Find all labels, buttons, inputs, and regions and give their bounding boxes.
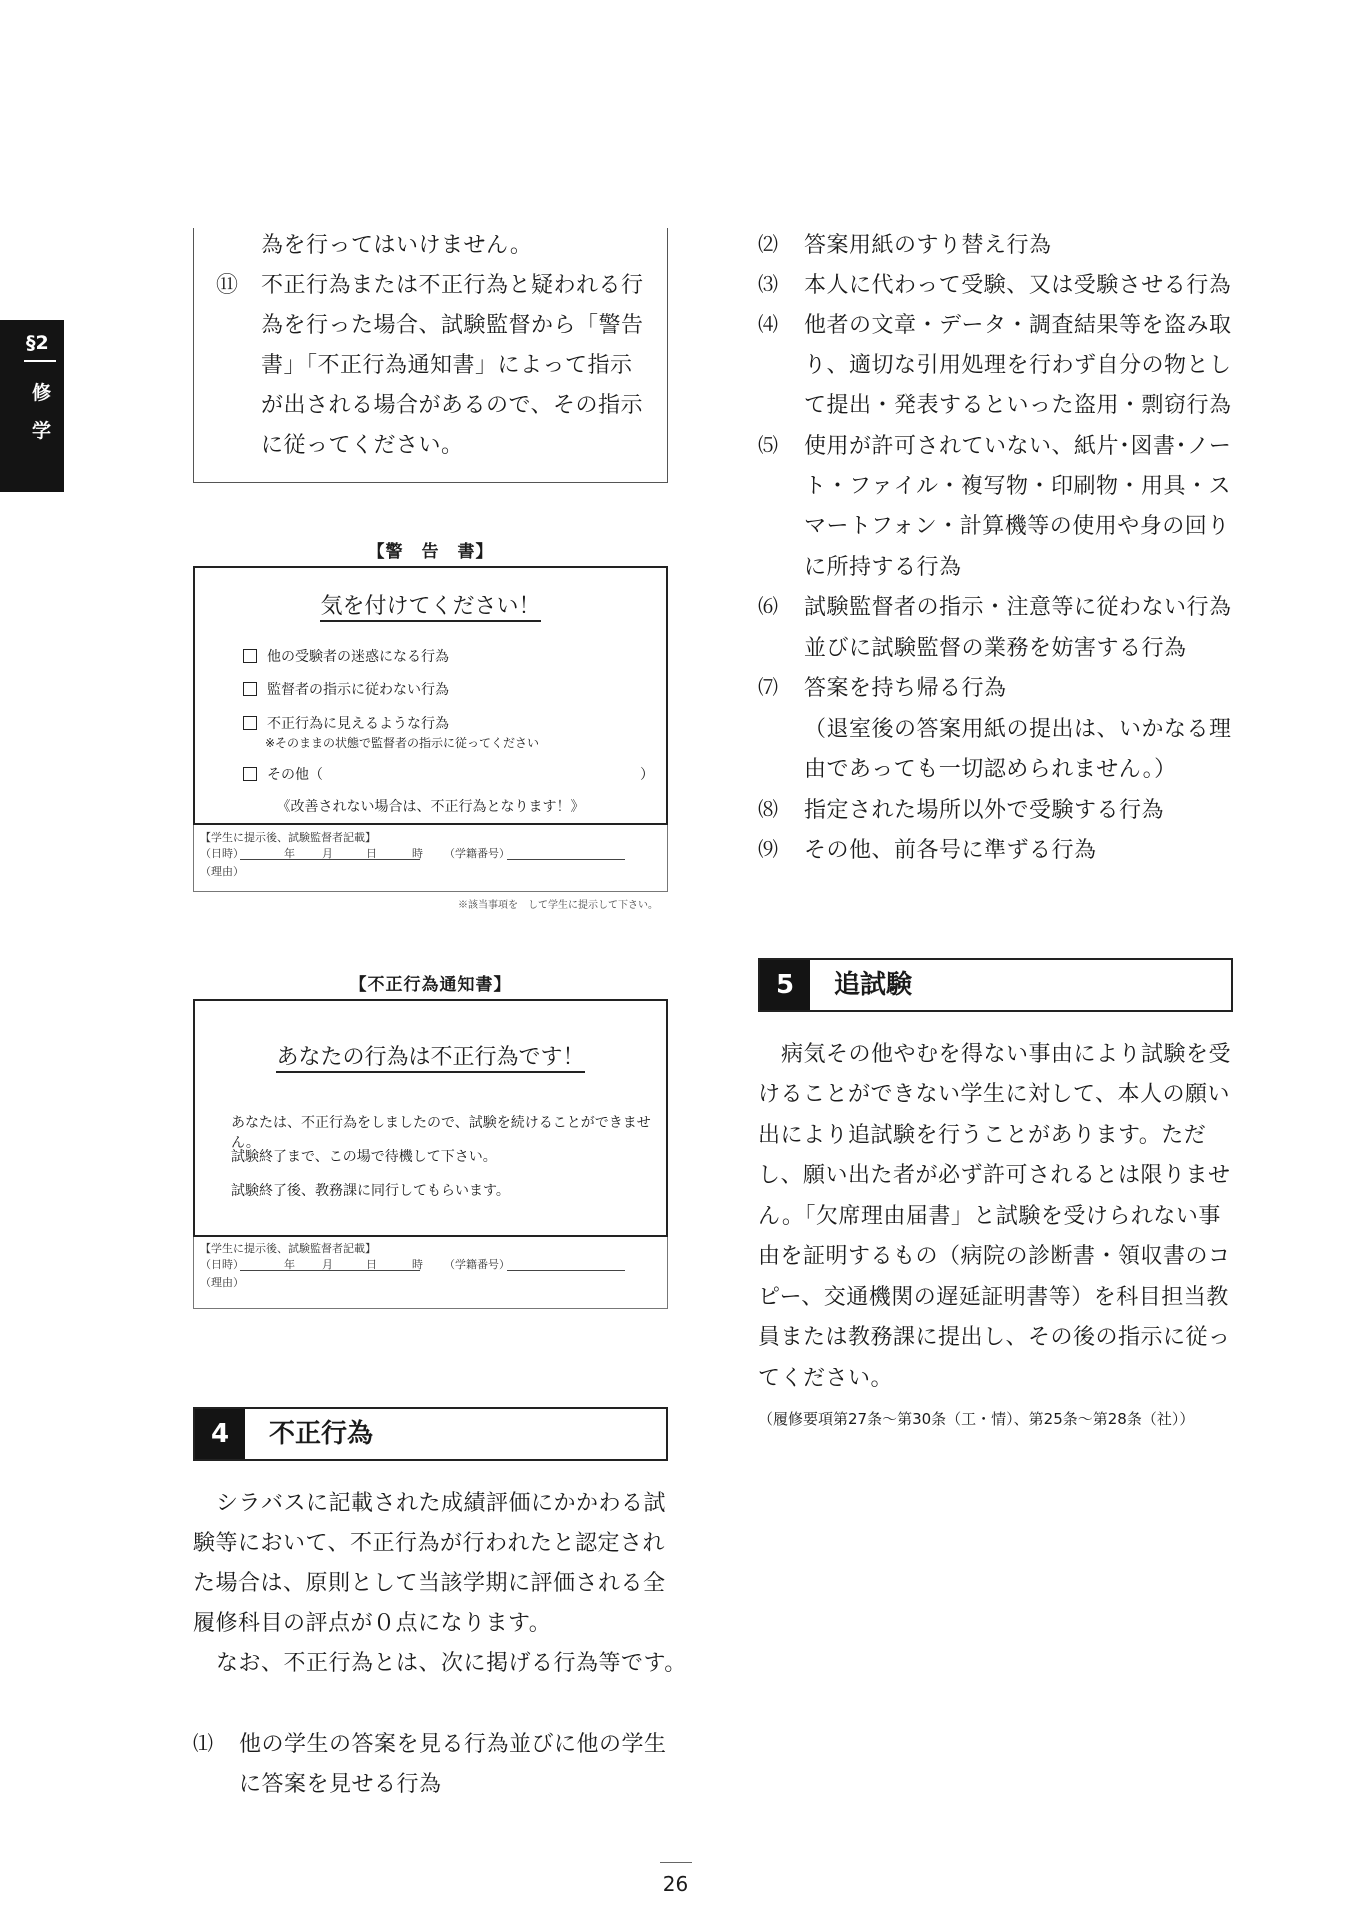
section-4-paragraph-line: なお、不正行為とは、次に掲げる行為等です。 — [216, 1651, 687, 1676]
item-line: その他、前各号に準ずる行為 — [804, 838, 1097, 863]
side-tab-divider — [24, 360, 56, 362]
checkbox-icon — [243, 716, 257, 730]
section-5-paragraph-line: ピー、交通機関の遅延証明書等）を科目担当教 — [758, 1285, 1229, 1310]
item-line: 並びに試験監督の業務を妨害する行為 — [804, 636, 1187, 661]
section-4-header — [193, 1407, 668, 1461]
record-year: 年 — [284, 847, 295, 860]
item-number: ⑹ — [758, 594, 778, 618]
box-line: が出される場合があるので、その指示 — [261, 393, 644, 418]
warning-check-close: ） — [640, 767, 654, 783]
record-student-no: （学籍番号） — [444, 1258, 510, 1271]
section-5-paragraph-line: けることができない学生に対して、本人の願い — [758, 1082, 1231, 1107]
warning-form-caption: 【警 告 書】 — [367, 542, 494, 562]
record-student-no-underline — [507, 859, 625, 860]
item-line: 由であっても一切認められません。） — [804, 757, 1177, 782]
section-4-title: 不正行為 — [269, 1419, 374, 1449]
item-line: 答案を持ち帰る行為 — [804, 676, 1007, 701]
section-4-number: 4 — [195, 1409, 245, 1459]
section-4-paragraph-line: 履修科目の評点が０点になります。 — [193, 1611, 552, 1636]
section-4-paragraph-line: た場合は、原則として当該学期に評価される全 — [193, 1571, 666, 1596]
record-date-label: （日時） — [200, 1258, 244, 1271]
section-4-paragraph-line: シラバスに記載された成績評価にかかわる試 — [216, 1491, 667, 1516]
item-line: に答案を見せる行為 — [239, 1772, 442, 1797]
checkbox-icon — [243, 682, 257, 696]
warning-title: 気を付けてください！ — [195, 589, 666, 620]
notice-line: 試験終了まで、この場で待機して下さい。 — [231, 1149, 497, 1165]
item-number: ⑴ — [193, 1731, 213, 1755]
item-line: 指定された場所以外で受験する行為 — [804, 798, 1165, 823]
box-line: 為を行った場合、試験監督から「警告 — [261, 313, 644, 338]
page-number: 26 — [662, 1872, 689, 1896]
box-line: 不正行為または不正行為と疑われる行 — [261, 273, 644, 298]
box-item-number: ⑪ — [216, 273, 239, 298]
warning-form-body — [193, 566, 668, 825]
record-reason: （理由） — [200, 1276, 244, 1289]
item-line: 他者の文章・データ・調査結果等を盗み取 — [804, 313, 1232, 338]
record-student-no: （学籍番号） — [444, 847, 510, 860]
section-5-title: 追試験 — [834, 970, 913, 1000]
notice-form — [193, 999, 668, 1309]
checkbox-icon — [243, 649, 257, 663]
warning-check-note: ※そのままの状態で監督者の指示に従ってください — [265, 736, 540, 750]
record-day: 日 — [366, 1258, 377, 1271]
item-number: ⑵ — [758, 232, 778, 256]
section-5-paragraph-line: ん。「欠席理由届書」と試験を受けられない事 — [758, 1204, 1221, 1229]
rules-box-continuation — [193, 228, 668, 483]
record-student-no-underline — [507, 1270, 625, 1271]
section-5-paragraph-line: 由を証明するもの（病院の診断書・領収書のコ — [758, 1244, 1231, 1269]
section-5-paragraph-line: 病気その他やむを得ない事由により試験を受 — [781, 1042, 1232, 1067]
section-side-tab — [0, 320, 64, 492]
record-day: 日 — [366, 847, 377, 860]
item-line: 試験監督者の指示・注意等に従わない行為 — [804, 595, 1232, 620]
box-line: 為を行ってはいけません。 — [261, 233, 533, 258]
section-5-paragraph-line: てください。 — [758, 1366, 894, 1391]
item-number: ⑻ — [758, 797, 778, 821]
section-5-number: 5 — [760, 960, 810, 1010]
box-line: 書」「不正行為通知書」によって指示 — [261, 353, 633, 378]
section-5-reference-note: （履修要項第27条～第30条（工・情）、第25条～第28条（社）） — [758, 1410, 1195, 1428]
record-year: 年 — [284, 1258, 295, 1271]
item-line: ト・ファイル・複写物・印刷物・用具・ス — [804, 474, 1232, 499]
box-line: に従ってください。 — [261, 433, 464, 458]
item-line: 他の学生の答案を見る行為並びに他の学生 — [239, 1732, 667, 1757]
warning-check-item: 他の受験者の迷惑になる行為 — [243, 646, 449, 666]
item-number: ⑺ — [758, 675, 778, 699]
notice-form-caption: 【不正行為通知書】 — [349, 975, 512, 995]
item-number: ⑸ — [758, 433, 778, 457]
notice-line: あなたは、不正行為をしましたので、試験を続けることができません。 — [231, 1115, 651, 1151]
notice-title: あなたの行為は不正行為です！ — [195, 1040, 666, 1071]
side-tab-char-1: 修 — [32, 382, 52, 404]
item-line: マートフォン・計算機等の使用や身の回り — [804, 514, 1230, 539]
item-line: に所持する行為 — [804, 555, 962, 580]
side-tab-section: §2 — [26, 332, 49, 354]
warning-check-item: その他（ — [243, 764, 323, 784]
record-hour: 時 — [412, 1258, 423, 1271]
item-number: ⑷ — [758, 312, 778, 336]
item-line: て提出・発表するといった盗用・剽窃行為 — [804, 393, 1232, 418]
item-line: （退室後の答案用紙の提出は、いかなる理 — [804, 717, 1232, 742]
warning-check-item: 不正行為に見えるような行為 — [243, 713, 449, 733]
checkbox-icon — [243, 767, 257, 781]
page-number-rule — [660, 1862, 692, 1863]
section-4-paragraph-line: 験等において、不正行為が行われたと認定され — [193, 1531, 666, 1556]
section-5-paragraph-line: 出により追試験を行うことがあります。ただ — [758, 1123, 1207, 1148]
record-reason: （理由） — [200, 865, 244, 878]
notice-line: 試験終了後、教務課に同行してもらいます。 — [231, 1183, 510, 1199]
record-head: 【学生に提示後、試験監督者記載】 — [200, 1242, 376, 1255]
section-5-header — [758, 958, 1233, 1012]
warning-form-footnote: ※該当事項を して学生に提示して下さい。 — [458, 900, 658, 911]
warning-check-item: 監督者の指示に従わない行為 — [243, 679, 449, 699]
item-line: り、適切な引用処理を行わず自分の物とし — [804, 353, 1232, 378]
warning-form — [193, 566, 668, 892]
record-hour: 時 — [412, 847, 423, 860]
warning-bottom-note: 《改善されない場合は、不正行為となります！》 — [276, 799, 585, 815]
item-line: 使用が許可されていない、紙片･図書･ノー — [804, 434, 1232, 459]
notice-form-body — [193, 999, 668, 1237]
record-head: 【学生に提示後、試験監督者記載】 — [200, 831, 376, 844]
item-line: 本人に代わって受験、又は受験させる行為 — [804, 273, 1232, 298]
record-month: 月 — [322, 847, 333, 860]
section-5-paragraph-line: し、願い出た者が必ず許可されるとは限りませ — [758, 1163, 1231, 1188]
item-number: ⑶ — [758, 272, 778, 296]
item-line: 答案用紙のすり替え行為 — [804, 233, 1052, 258]
section-5-paragraph-line: 員または教務課に提出し、その後の指示に従っ — [758, 1325, 1231, 1350]
item-number: ⑼ — [758, 837, 778, 861]
record-month: 月 — [322, 1258, 333, 1271]
side-tab-char-2: 学 — [32, 420, 52, 442]
record-date-label: （日時） — [200, 847, 244, 860]
